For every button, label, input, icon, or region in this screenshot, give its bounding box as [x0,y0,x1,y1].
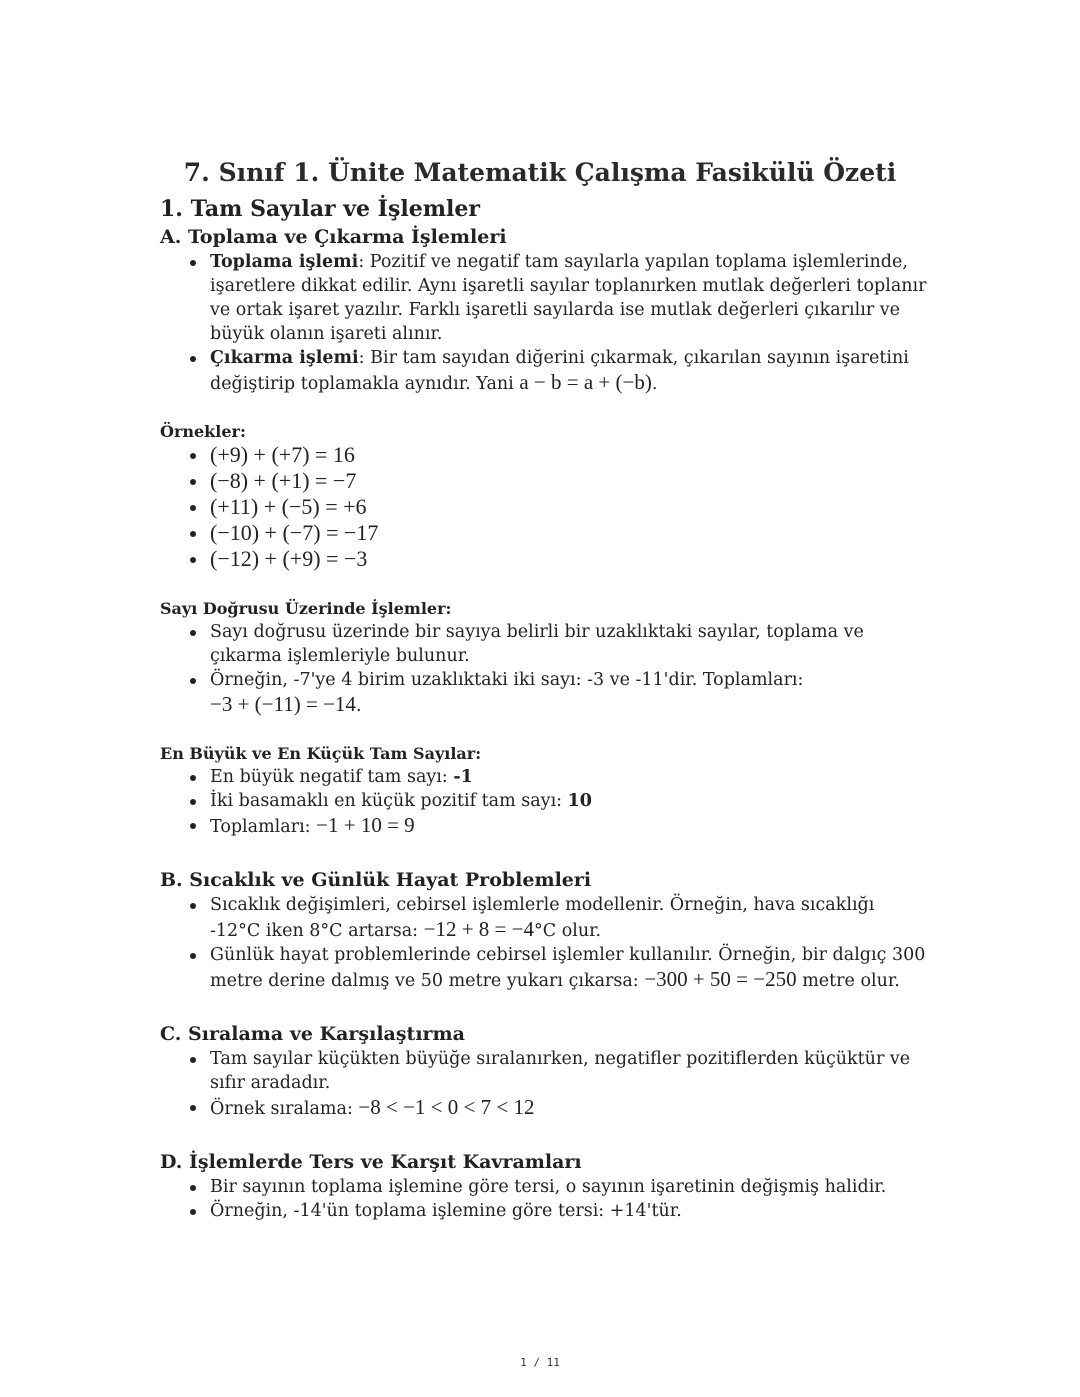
number-line-list [160,620,930,718]
ters-karsit-list [160,1175,930,1223]
example-equation: (+9) + (+7) = 16 [210,442,355,467]
example-equation: (−12) + (+9) = −3 [210,546,368,571]
extremes-text: En büyük negatif tam sayı: [210,767,454,787]
extremes-value: -1 [453,767,473,787]
sentence-end: metre olur. [796,971,900,991]
list-item [210,495,930,521]
subsection-heading-siralama: C. Sıralama ve Karşılaştırma [160,1023,465,1045]
math-formula: −3 + (−11) = −14 [210,692,356,716]
extremes-text: Toplamları: [210,817,317,837]
list-item [210,789,930,813]
example-equation: (−10) + (−7) = −17 [210,520,379,545]
siralama-text: Örnek sıralama: [210,1099,359,1119]
example-equation: (−8) + (+1) = −7 [210,468,357,493]
list-item-cikarma [210,346,930,396]
toplama-description: : Pozitif ve negatif tam sayılarla yapılan toplama işlemlerinde, işaretlere dikkat edilir. Aynı işaretli sayılar toplanırken mutlak değerleri toplanır ve ortak işaret yazılır. Farklı işaretli sayılarda ise mutlak değerleri çıkarılır ve büyük olanın işareti alınır. [210,252,927,344]
list-item [210,893,930,943]
sicaklik-text: Sıcaklık değişimleri, cebirsel işlemlerle modellenir. Örneğin, hava sıcaklığı -12°C iken 8°C artarsa: [210,895,875,941]
sicaklik-list [160,893,930,993]
subsection-heading-ters-karsit: D. İşlemlerde Ters ve Karşıt Kavramları [160,1151,582,1173]
extremes-list [160,765,930,839]
page-number: 1 / 11 [520,1356,560,1369]
document-body [160,196,930,1223]
subsection-heading-sicaklik: B. Sıcaklık ve Günlük Hayat Problemleri [160,869,592,891]
list-item [210,765,930,789]
list-item [210,943,930,993]
sentence-end: °C olur. [534,921,602,941]
extremes-text: İki basamaklı en küçük pozitif tam sayı: [210,791,568,811]
math-formula: −1 + 10 = 9 [316,813,415,837]
list-item [210,547,930,573]
list-item [210,443,930,469]
list-item: Tam sayılar küçükten büyüğe sıralanırken, negatifler pozitiflerden küçüktür ve sıfır aradadır. [210,1047,930,1095]
toplama-cikarma-list [160,250,930,396]
list-item: Örneğin, -14'ün toplama işlemine göre tersi: +14'tür. [210,1199,930,1223]
list-item: Bir sayının toplama işlemine göre tersi, o sayının işaretinin değişmiş halidir. [210,1175,930,1199]
siralama-list [160,1047,930,1121]
list-item [210,668,930,718]
math-formula: −300 + 50 = −250 [644,967,797,991]
extremes-heading: En Büyük ve En Küçük Tam Sayılar: [160,744,482,763]
subsection-heading-toplama-cikarma: A. Toplama ve Çıkarma İşlemleri [160,226,507,248]
examples-list [160,443,930,573]
number-line-example-text: Örneğin, -7'ye 4 birim uzaklıktaki iki sayı: -3 ve -11'dir. Toplamları: [210,670,804,690]
term-toplama: Toplama işlemi [210,252,359,272]
examples-heading: Örnekler: [160,422,246,441]
list-item [210,469,930,495]
list-item-toplama [210,250,930,346]
example-equation: (+11) + (−5) = +6 [210,494,367,519]
document-title: 7. Sınıf 1. Ünite Matematik Çalışma Fasikülü Özeti [183,158,897,187]
math-formula: −12 + 8 = −4 [423,917,534,941]
sentence-end: . [651,374,658,394]
math-formula: a − b = a + (−b) [519,370,652,394]
section-heading-tam-sayilar: 1. Tam Sayılar ve İşlemler [160,196,480,222]
term-cikarma: Çıkarma işlemi [210,348,359,368]
dalgic-text: Günlük hayat problemlerinde cebirsel işlemler kullanılır. Örneğin, bir dalgıç 300 metre derine dalmış ve 50 metre yukarı çıkarsa: [210,945,926,991]
list-item [210,1095,930,1121]
list-item [210,813,930,839]
extremes-value: 10 [567,791,592,811]
cikarma-description: : Bir tam sayıdan diğerini çıkarmak, çıkarılan sayının işaretini değiştirip toplamakla aynıdır. Yani [210,348,909,394]
list-item: Sayı doğrusu üzerinde bir sayıya belirli bir uzaklıktaki sayılar, toplama ve çıkarma işlemleriyle bulunur. [210,620,930,668]
math-formula: −8 < −1 < 0 < 7 < 12 [358,1095,535,1119]
number-line-heading: Sayı Doğrusu Üzerinde İşlemler: [160,599,452,618]
list-item [210,521,930,547]
sentence-end: . [355,696,362,716]
